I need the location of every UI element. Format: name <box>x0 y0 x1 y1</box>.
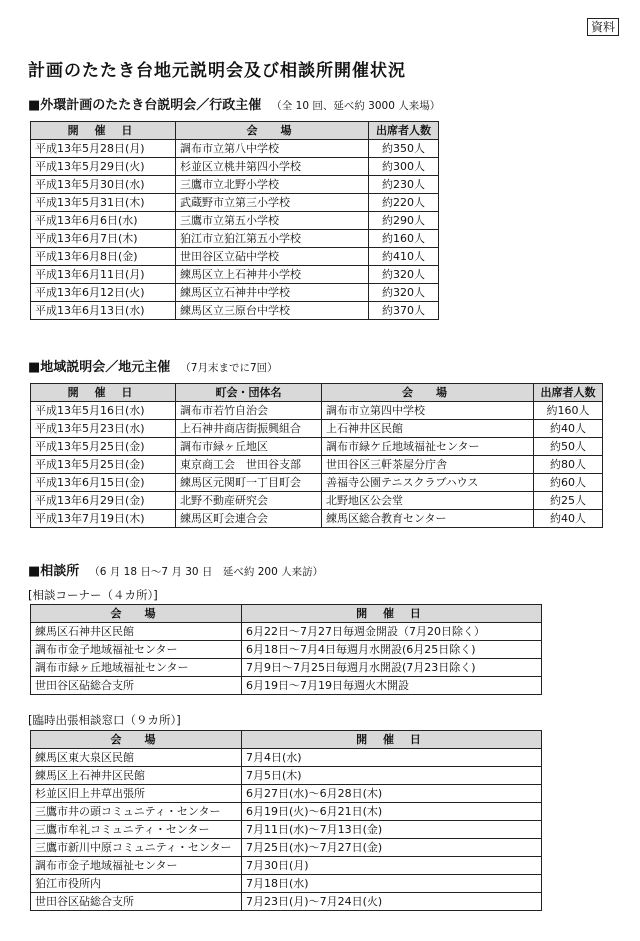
table-cell: 6月19日～7月19日毎週火木開設 <box>242 677 542 695</box>
section-heading-gov-briefings <box>28 94 440 113</box>
table-cell: 平成13年5月30日(水) <box>31 176 176 194</box>
table-cell: 調布市立第四中学校 <box>322 402 534 420</box>
header-attendance: 出席者人数 <box>369 122 439 140</box>
table-cell: 7月18日(水) <box>242 875 542 893</box>
header-date: 開 催 日 <box>31 122 176 140</box>
consultation-corner-table <box>30 604 542 695</box>
table-row <box>31 641 542 659</box>
table-cell: 練馬区石神井区民館 <box>31 623 242 641</box>
header-venue: 会 場 <box>322 384 534 402</box>
table-cell: 東京商工会 世田谷支部 <box>176 456 322 474</box>
table-cell: 6月22日～7月27日毎週金開設（7月20日除く） <box>242 623 542 641</box>
header-venue: 会 場 <box>31 731 242 749</box>
table-cell: 7月25日(水)～7月27日(金) <box>242 839 542 857</box>
table-cell: 約40人 <box>534 420 603 438</box>
section-title: ■地域説明会／地元主催 <box>28 360 171 375</box>
table-cell: 平成13年6月6日(水) <box>31 212 176 230</box>
table-row <box>31 875 542 893</box>
table-cell: 世田谷区立砧中学校 <box>176 248 369 266</box>
table-cell: 約220人 <box>369 194 439 212</box>
table-row <box>31 402 603 420</box>
table-cell: 約350人 <box>369 140 439 158</box>
table-row <box>31 492 603 510</box>
table-row <box>31 767 542 785</box>
table-cell: 平成13年5月25日(金) <box>31 438 176 456</box>
table-cell: 上石神井商店街振興組合 <box>176 420 322 438</box>
table-cell: 練馬区総合教育センター <box>322 510 534 528</box>
table-cell: 北野不動産研究会 <box>176 492 322 510</box>
table-cell: 約290人 <box>369 212 439 230</box>
table-cell: 世田谷区砧総合支所 <box>31 677 242 695</box>
table-cell: 上石神井区民館 <box>322 420 534 438</box>
table-cell: 7月5日(木) <box>242 767 542 785</box>
table-cell: 世田谷区砧総合支所 <box>31 893 242 911</box>
table-cell: 狛江市役所内 <box>31 875 242 893</box>
table-row <box>31 510 603 528</box>
table-cell: 6月27日(水)～6月28日(木) <box>242 785 542 803</box>
header-attendance: 出席者人数 <box>534 384 603 402</box>
table-cell: 平成13年5月23日(水) <box>31 420 176 438</box>
table-cell: 約160人 <box>369 230 439 248</box>
table-row <box>31 158 439 176</box>
table-row <box>31 821 542 839</box>
table-row <box>31 857 542 875</box>
page-title: 計画のたたき台地元説明会及び相談所開催状況 <box>28 61 406 81</box>
table-cell: 調布市立第八中学校 <box>176 140 369 158</box>
table-row <box>31 302 439 320</box>
table-cell: 7月30日(月) <box>242 857 542 875</box>
table-cell: 武蔵野市立第三小学校 <box>176 194 369 212</box>
table-row <box>31 212 439 230</box>
table-cell: 平成13年7月19日(木) <box>31 510 176 528</box>
table-cell: 約50人 <box>534 438 603 456</box>
table-cell: 三鷹市新川中原コミュニティ・センター <box>31 839 242 857</box>
table-cell: 7月11日(水)～7月13日(金) <box>242 821 542 839</box>
table-cell: 約370人 <box>369 302 439 320</box>
table-header-row <box>31 731 542 749</box>
table-row <box>31 803 542 821</box>
table-cell: 平成13年5月25日(金) <box>31 456 176 474</box>
table-cell: 約300人 <box>369 158 439 176</box>
table-row <box>31 266 439 284</box>
table-cell: 善福寺公園テニスクラブハウス <box>322 474 534 492</box>
gov-briefings-table <box>30 121 439 320</box>
header-venue: 会 場 <box>31 605 242 623</box>
header-venue: 会 場 <box>176 122 369 140</box>
table-cell: 6月19日(火)～6月21日(木) <box>242 803 542 821</box>
section-note: （7月末までに7回） <box>180 362 278 374</box>
table-row <box>31 839 542 857</box>
table-row <box>31 194 439 212</box>
table-row <box>31 474 603 492</box>
table-row <box>31 659 542 677</box>
table-row <box>31 677 542 695</box>
table-cell: 練馬区立石神井中学校 <box>176 284 369 302</box>
header-organization: 町会・団体名 <box>176 384 322 402</box>
table-cell: 北野地区公会堂 <box>322 492 534 510</box>
consultation-corner-label: [相談コーナー（４カ所）] <box>28 588 158 602</box>
table-row <box>31 456 603 474</box>
table-cell: 約80人 <box>534 456 603 474</box>
table-cell: 約320人 <box>369 284 439 302</box>
section-note: （6 月 18 日～7 月 30 日 延べ約 200 人来訪） <box>89 566 324 578</box>
table-cell: 調布市金子地域福祉センター <box>31 857 242 875</box>
table-cell: 約160人 <box>534 402 603 420</box>
table-cell: 約410人 <box>369 248 439 266</box>
table-row <box>31 230 439 248</box>
table-cell: 7月4日(水) <box>242 749 542 767</box>
table-row <box>31 140 439 158</box>
table-row <box>31 785 542 803</box>
table-cell: 約230人 <box>369 176 439 194</box>
table-row <box>31 420 603 438</box>
section-heading-local-briefings <box>28 356 278 375</box>
table-cell: 三鷹市井の頭コミュニティ・センター <box>31 803 242 821</box>
table-cell: 三鷹市立北野小学校 <box>176 176 369 194</box>
table-row <box>31 284 439 302</box>
document-badge: 資料 <box>587 18 619 36</box>
table-row <box>31 623 542 641</box>
table-cell: 平成13年6月13日(水) <box>31 302 176 320</box>
table-cell: 練馬区町会連合会 <box>176 510 322 528</box>
table-cell: 約60人 <box>534 474 603 492</box>
table-row <box>31 893 542 911</box>
table-header-row <box>31 605 542 623</box>
section-title: ■相談所 <box>28 564 80 579</box>
temporary-desk-label: [臨時出張相談窓口（９カ所）] <box>28 713 181 727</box>
section-note: （全 10 回、延べ約 3000 人来場） <box>271 100 441 112</box>
table-row <box>31 438 603 456</box>
table-cell: 7月23日(月)～7月24日(火) <box>242 893 542 911</box>
table-cell: 約40人 <box>534 510 603 528</box>
header-date: 開 催 日 <box>31 384 176 402</box>
table-cell: 平成13年5月29日(火) <box>31 158 176 176</box>
table-cell: 平成13年5月28日(月) <box>31 140 176 158</box>
table-cell: 6月18日～7月4日毎週月水開設(6月25日除く) <box>242 641 542 659</box>
table-cell: 練馬区元関町一丁目町会 <box>176 474 322 492</box>
table-cell: 平成13年5月31日(木) <box>31 194 176 212</box>
table-cell: 三鷹市牟礼コミュニティ・センター <box>31 821 242 839</box>
table-cell: 調布市緑ケ丘地域福祉センター <box>322 438 534 456</box>
table-cell: 平成13年6月11日(月) <box>31 266 176 284</box>
table-cell: 調布市緑ヶ丘地区 <box>176 438 322 456</box>
table-cell: 世田谷区三軒茶屋分庁舎 <box>322 456 534 474</box>
table-header-row <box>31 122 439 140</box>
table-cell: 平成13年6月29日(金) <box>31 492 176 510</box>
header-date: 開 催 日 <box>242 731 542 749</box>
table-row <box>31 749 542 767</box>
table-cell: 約25人 <box>534 492 603 510</box>
section-title: ■外環計画のたたき台説明会／行政主催 <box>28 98 262 113</box>
table-cell: 杉並区立桃井第四小学校 <box>176 158 369 176</box>
section-heading-consultation <box>28 560 323 579</box>
temporary-desk-table <box>30 730 542 911</box>
table-cell: 調布市緑ヶ丘地域福祉センター <box>31 659 242 677</box>
table-cell: 調布市若竹自治会 <box>176 402 322 420</box>
table-cell: 平成13年6月8日(金) <box>31 248 176 266</box>
table-cell: 練馬区上石神井区民館 <box>31 767 242 785</box>
table-cell: 平成13年6月15日(金) <box>31 474 176 492</box>
table-cell: 平成13年6月12日(火) <box>31 284 176 302</box>
table-cell: 平成13年6月7日(木) <box>31 230 176 248</box>
table-row <box>31 176 439 194</box>
table-cell: 三鷹市立第五小学校 <box>176 212 369 230</box>
table-cell: 狛江市立狛江第五小学校 <box>176 230 369 248</box>
table-cell: 調布市金子地域福祉センター <box>31 641 242 659</box>
local-briefings-table <box>30 383 603 528</box>
table-cell: 約320人 <box>369 266 439 284</box>
table-cell: 杉並区旧上井草出張所 <box>31 785 242 803</box>
table-cell: 練馬区東大泉区民館 <box>31 749 242 767</box>
table-cell: 練馬区立三原台中学校 <box>176 302 369 320</box>
table-row <box>31 248 439 266</box>
table-cell: 練馬区立上石神井小学校 <box>176 266 369 284</box>
table-cell: 7月9日～7月25日毎週月水開設(7月23日除く) <box>242 659 542 677</box>
header-date: 開 催 日 <box>242 605 542 623</box>
table-header-row <box>31 384 603 402</box>
table-cell: 平成13年5月16日(水) <box>31 402 176 420</box>
